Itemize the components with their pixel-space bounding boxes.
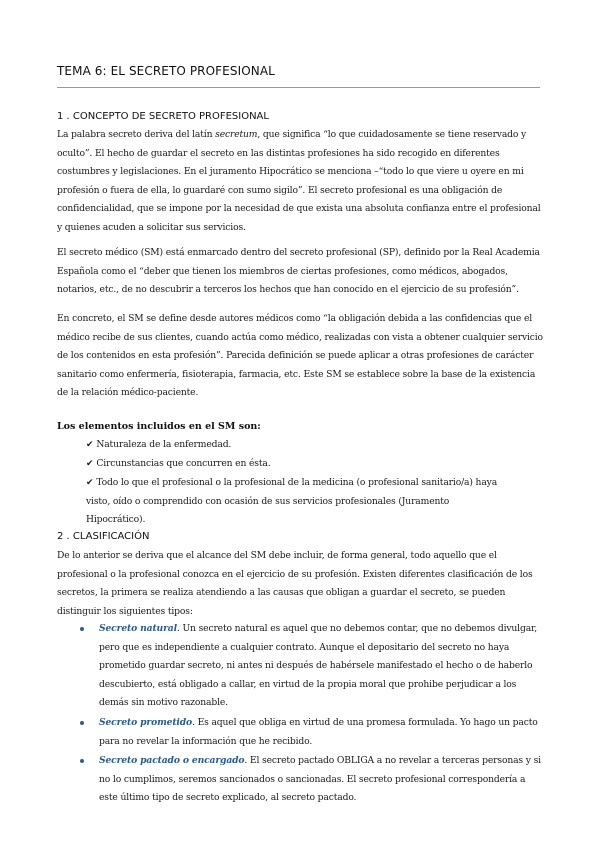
type-description: . Un secreto natural es aquel que no debemos contar, que no debemos divulgar, pero que es independiente a cualquier contrato. Aunque el depositario del secreto no haya prometido guardar secreto, ni antes ni después de habérsele manifestado el hecho o de haberlo descubierto, está obligado a callar, en virtud de la propia moral que prohibe perjudicar a los demás sin motivo razonable. <box>99 623 538 709</box>
section-2-heading: 2 . CLASIFICACIÓN <box>57 531 150 542</box>
paragraph-1-text-start: La palabra secreto deriva del latín <box>57 129 216 140</box>
section-1-heading: 1 . CONCEPTO DE SECRETO PROFESIONAL <box>57 111 269 122</box>
element-item: ✔ Todo lo que el profesional o la profesional de la medicina (o profesional sanitario/a) haya visto, oído o comprendido con ocasión de sus servicios profesionales (Juramento Hipocrático). <box>86 477 498 526</box>
element-item: ✔ Circunstancias que concurren en ésta. <box>86 458 271 469</box>
section-1-paragraph-2: El secreto médico (SM) está enmarcado dentro del secreto profesional (SP), definido por la Real Academia Española como el “deber que tienen los miembros de ciertas profesiones, como médicos, abogados, notarios, etc., de no descubrir a terceros los hechos que han conocido en el ejercicio de su profesión”. <box>57 247 540 296</box>
latin-term: secretum <box>215 129 258 140</box>
title-divider <box>57 87 540 88</box>
type-term: Secreto prometido <box>99 717 193 728</box>
type-description: . Es aquel que obliga en virtud de una promesa formulada. Yo hago un pacto para no revelar la información que he recibido. <box>99 717 538 747</box>
paragraph-1-text-end: , que significa “lo que cuidadosamente se tiene reservado y oculto”. El hecho de guardar el secreto en las distintas profesiones ha sido recogido en diferentes costumbres y legislaciones. En el juramento Hipocrático se menciona –“todo lo que viere u oyere en mi profesión o fuera de ella, lo guardaré con sumo sigilo”. El secreto profesional es una obligación de confidencialidad, que se impone por la necesidad de que exista una absoluta confianza entre el profesional y quienes acuden a solicitar sus servicios. <box>57 129 541 233</box>
type-term: Secreto pactado o encargado <box>99 755 245 766</box>
section-2-intro: De lo anterior se deriva que el alcance del SM debe incluir, de forma general, todo aquello que el profesional o la profesional conozca en el ejercicio de su profesión. Existen diferentes clasificación de los secretos, la primera se realiza atendiendo a las causas que obligan a guardar el secreto, se pueden distinguir los siguientes tipos: <box>57 550 533 617</box>
bullet-icon <box>80 759 84 763</box>
document-title: TEMA 6: EL SECRETO PROFESIONAL <box>57 64 275 78</box>
type-term: Secreto natural <box>99 623 177 634</box>
list-item <box>80 752 546 808</box>
list-item <box>80 620 546 713</box>
list-item-text <box>99 714 546 751</box>
type-description: . El secreto pactado OBLIGA a no revelar a terceras personas y si no lo cumplimos, seremos sancionados o sancionadas. El secreto profesional correspondería a este último tipo de secreto explicado, al secreto pactado. <box>99 755 541 804</box>
list-item-text <box>99 752 546 808</box>
section-1-paragraph-3: En concreto, el SM se define desde autores médicos como “la obligación debida a las confidencias que el médico recibe de sus clientes, cuando actúa como médico, realizadas con vista a obtener cualquier servicio de los contenidos en esta profesión”. Parecida definición se puede aplicar a otras profesiones de carácter sanitario como enfermería, fisioterapia, farmacia, etc. Este SM se establece sobre la base de la existencia de la relación médico-paciente. <box>57 313 543 399</box>
elements-label: Los elementos incluidos en el SM son: <box>57 421 261 432</box>
section-1-paragraph-1 <box>57 126 545 238</box>
list-item <box>80 714 546 751</box>
element-item: ✔ Naturaleza de la enfermedad. <box>86 439 232 450</box>
list-item-text <box>99 620 546 713</box>
bullet-icon <box>80 721 84 725</box>
bullet-icon <box>80 627 84 631</box>
